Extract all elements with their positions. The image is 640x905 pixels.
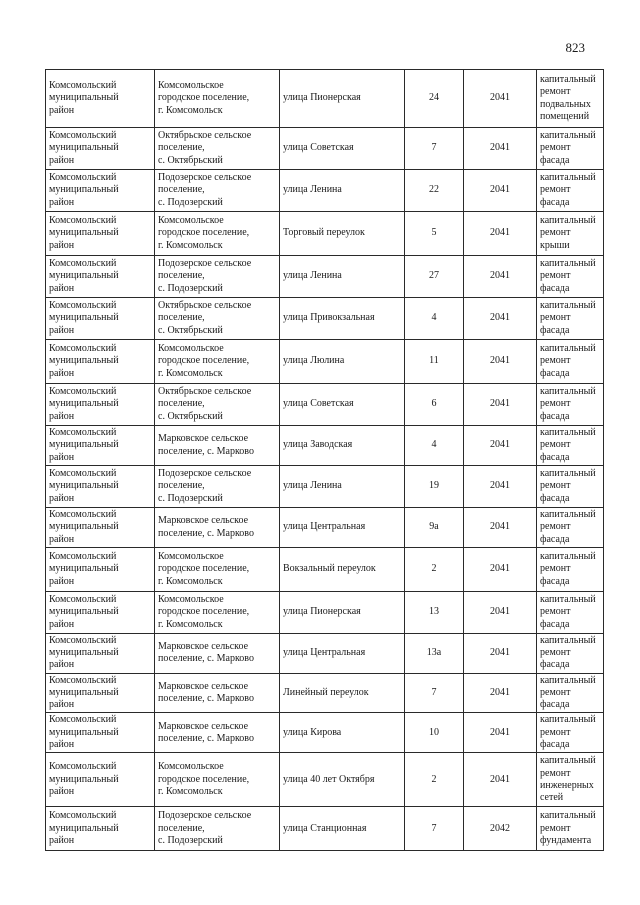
- settlement-cell-text: Марковское сельское поселение, с. Марково: [158, 515, 254, 539]
- house-number-cell-text: 13а: [426, 647, 442, 659]
- work-type-cell-text: капитальный ремонт фасада: [540, 172, 596, 208]
- table-row: [46, 212, 604, 256]
- district-cell: [46, 673, 155, 713]
- district-cell: [46, 70, 155, 128]
- district-cell-text: Комсомольский муниципальный район: [49, 635, 119, 671]
- table-row: [46, 384, 604, 426]
- street-cell: [280, 384, 405, 426]
- settlement-cell-text: Марковское сельское поселение, с. Марково: [158, 680, 254, 704]
- work-type-cell-text: капитальный ремонт фасада: [540, 714, 596, 750]
- street-cell: [280, 298, 405, 340]
- year-cell: [464, 634, 537, 674]
- district-cell: [46, 508, 155, 548]
- house-number-cell-text: 7: [431, 822, 437, 834]
- street-cell-text: Линейный переулок: [283, 686, 369, 698]
- house-number-cell-text: 2: [431, 563, 437, 575]
- table-row: [46, 466, 604, 508]
- settlement-cell: [155, 807, 280, 851]
- work-type-cell: [537, 256, 604, 298]
- street-cell-text: улица 40 лет Октября: [283, 773, 375, 785]
- table-row: [46, 70, 604, 128]
- district-cell-text: Комсомольский муниципальный район: [49, 130, 119, 166]
- year-cell-text: 2041: [490, 726, 510, 738]
- work-type-cell: [537, 466, 604, 508]
- year-cell-text: 2041: [490, 312, 510, 324]
- street-cell-text: Вокзальный переулок: [283, 563, 376, 575]
- house-number-cell-text: 7: [431, 142, 437, 154]
- work-type-cell-text: капитальный ремонт фасада: [540, 594, 596, 630]
- district-cell-text: Комсомольский муниципальный район: [49, 594, 119, 630]
- work-type-cell-text: капитальный ремонт фундамента: [540, 810, 596, 846]
- street-cell-text: улица Пионерская: [283, 606, 361, 618]
- district-cell-text: Комсомольский муниципальный район: [49, 172, 119, 208]
- district-cell: [46, 426, 155, 466]
- year-cell: [464, 256, 537, 298]
- street-cell-text: улица Кирова: [283, 726, 342, 738]
- district-cell: [46, 298, 155, 340]
- house-number-cell: [405, 426, 464, 466]
- house-number-cell-text: 24: [429, 92, 439, 104]
- house-number-cell: [405, 753, 464, 807]
- work-type-cell-text: капитальный ремонт фасада: [540, 509, 596, 545]
- work-type-cell: [537, 212, 604, 256]
- district-cell: [46, 256, 155, 298]
- district-cell: [46, 548, 155, 592]
- work-type-cell-text: капитальный ремонт инженерных сетей: [540, 755, 596, 803]
- street-cell: [280, 713, 405, 753]
- year-cell: [464, 340, 537, 384]
- street-cell-text: Торговый переулок: [283, 227, 365, 239]
- district-cell-text: Комсомольский муниципальный район: [49, 714, 119, 750]
- table-row: [46, 713, 604, 753]
- work-type-cell: [537, 634, 604, 674]
- work-type-cell-text: капитальный ремонт фасада: [540, 258, 596, 294]
- year-cell: [464, 807, 537, 851]
- work-type-cell: [537, 807, 604, 851]
- work-type-cell-text: капитальный ремонт крыши: [540, 215, 596, 251]
- district-cell: [46, 212, 155, 256]
- house-number-cell: [405, 508, 464, 548]
- district-cell-text: Комсомольский муниципальный район: [49, 509, 119, 545]
- street-cell: [280, 212, 405, 256]
- district-cell: [46, 753, 155, 807]
- page-number: 823: [565, 40, 585, 55]
- work-type-cell: [537, 592, 604, 634]
- year-cell: [464, 212, 537, 256]
- district-cell-text: Комсомольский муниципальный район: [49, 386, 119, 422]
- work-type-cell: [537, 508, 604, 548]
- district-cell: [46, 466, 155, 508]
- work-type-cell: [537, 713, 604, 753]
- settlement-cell-text: Комсомольское городское поселение, г. Комсомольск: [158, 761, 250, 797]
- year-cell-text: 2041: [490, 398, 510, 410]
- street-cell: [280, 340, 405, 384]
- year-cell-text: 2041: [490, 686, 510, 698]
- table-row: [46, 673, 604, 713]
- house-number-cell-text: 22: [429, 184, 439, 196]
- district-cell-text: Комсомольский муниципальный район: [49, 258, 119, 294]
- year-cell-text: 2042: [490, 822, 510, 834]
- house-number-cell: [405, 298, 464, 340]
- district-cell-text: Комсомольский муниципальный район: [49, 761, 119, 797]
- house-number-cell-text: 5: [431, 227, 437, 239]
- work-type-cell-text: капитальный ремонт фасада: [540, 343, 596, 379]
- street-cell: [280, 548, 405, 592]
- street-cell: [280, 466, 405, 508]
- table-row: [46, 298, 604, 340]
- district-cell: [46, 807, 155, 851]
- settlement-cell-text: Марковское сельское поселение, с. Марково: [158, 641, 254, 665]
- district-cell-text: Комсомольский муниципальный район: [49, 427, 119, 463]
- work-type-cell-text: капитальный ремонт фасада: [540, 468, 596, 504]
- settlement-cell: [155, 592, 280, 634]
- year-cell: [464, 298, 537, 340]
- house-number-cell-text: 9а: [429, 521, 439, 533]
- settlement-cell-text: Октябрьское сельское поселение, с. Октябрьский: [158, 130, 252, 166]
- district-cell: [46, 592, 155, 634]
- district-cell-text: Комсомольский муниципальный район: [49, 674, 119, 711]
- year-cell: [464, 673, 537, 713]
- house-number-cell-text: 4: [431, 312, 437, 324]
- street-cell-text: улица Заводская: [283, 439, 353, 451]
- street-cell-text: улица Пионерская: [283, 92, 361, 104]
- settlement-cell: [155, 713, 280, 753]
- year-cell: [464, 592, 537, 634]
- year-cell: [464, 466, 537, 508]
- district-cell: [46, 340, 155, 384]
- settlement-cell-text: Марковское сельское поселение, с. Марково: [158, 433, 254, 457]
- street-cell-text: улица Советская: [283, 398, 354, 410]
- house-number-cell: [405, 807, 464, 851]
- table-row: [46, 340, 604, 384]
- year-cell: [464, 548, 537, 592]
- street-cell-text: улица Ленина: [283, 270, 342, 282]
- street-cell: [280, 508, 405, 548]
- house-number-cell: [405, 340, 464, 384]
- settlement-cell-text: Комсомольское городское поселение, г. Комсомольск: [158, 215, 250, 251]
- year-cell-text: 2041: [490, 227, 510, 239]
- settlement-cell-text: Подозерское сельское поселение, с. Подозерский: [158, 468, 252, 504]
- settlement-cell: [155, 426, 280, 466]
- house-number-cell: [405, 673, 464, 713]
- year-cell-text: 2041: [490, 480, 510, 492]
- house-number-cell-text: 27: [429, 270, 439, 282]
- settlement-cell: [155, 634, 280, 674]
- house-number-cell-text: 2: [431, 773, 437, 785]
- work-type-cell: [537, 753, 604, 807]
- settlement-cell: [155, 508, 280, 548]
- year-cell-text: 2041: [490, 773, 510, 785]
- house-number-cell: [405, 548, 464, 592]
- street-cell-text: улица Центральная: [283, 647, 366, 659]
- street-cell: [280, 753, 405, 807]
- year-cell: [464, 508, 537, 548]
- year-cell-text: 2041: [490, 647, 510, 659]
- work-type-cell: [537, 673, 604, 713]
- district-cell-text: Комсомольский муниципальный район: [49, 468, 119, 504]
- settlement-cell: [155, 466, 280, 508]
- street-cell-text: улица Привокзальная: [283, 312, 375, 324]
- street-cell: [280, 70, 405, 128]
- settlement-cell-text: Комсомольское городское поселение, г. Комсомольск: [158, 594, 250, 630]
- house-number-cell: [405, 592, 464, 634]
- house-number-cell-text: 6: [431, 398, 437, 410]
- year-cell-text: 2041: [490, 184, 510, 196]
- house-number-cell: [405, 634, 464, 674]
- street-cell: [280, 426, 405, 466]
- year-cell-text: 2041: [490, 606, 510, 618]
- settlement-cell: [155, 753, 280, 807]
- house-number-cell: [405, 70, 464, 128]
- settlement-cell: [155, 212, 280, 256]
- house-number-cell: [405, 713, 464, 753]
- settlement-cell: [155, 170, 280, 212]
- year-cell-text: 2041: [490, 270, 510, 282]
- settlement-cell: [155, 673, 280, 713]
- street-cell-text: улица Люлина: [283, 355, 345, 367]
- house-number-cell-text: 7: [431, 686, 437, 698]
- district-cell: [46, 634, 155, 674]
- house-number-cell-text: 13: [429, 606, 439, 618]
- street-cell: [280, 807, 405, 851]
- year-cell-text: 2041: [490, 142, 510, 154]
- house-number-cell-text: 19: [429, 480, 439, 492]
- table-row: [46, 592, 604, 634]
- street-cell-text: улица Советская: [283, 142, 354, 154]
- settlement-cell-text: Марковское сельское поселение, с. Марково: [158, 720, 254, 744]
- district-cell-text: Комсомольский муниципальный район: [49, 343, 119, 379]
- settlement-cell-text: Октябрьское сельское поселение, с. Октябрьский: [158, 300, 252, 336]
- work-type-cell-text: капитальный ремонт фасада: [540, 386, 596, 422]
- district-cell: [46, 384, 155, 426]
- settlement-cell-text: Подозерское сельское поселение, с. Подозерский: [158, 258, 252, 294]
- settlement-cell: [155, 340, 280, 384]
- table-row: [46, 634, 604, 674]
- work-type-cell: [537, 298, 604, 340]
- street-cell: [280, 256, 405, 298]
- settlement-cell-text: Подозерское сельское поселение, с. Подозерский: [158, 172, 252, 208]
- year-cell: [464, 170, 537, 212]
- table-row: [46, 753, 604, 807]
- house-number-cell: [405, 128, 464, 170]
- table-row: [46, 508, 604, 548]
- district-cell-text: Комсомольский муниципальный район: [49, 215, 119, 251]
- district-cell-text: Комсомольский муниципальный район: [49, 300, 119, 336]
- work-type-cell: [537, 426, 604, 466]
- table-row: [46, 256, 604, 298]
- house-number-cell: [405, 466, 464, 508]
- street-cell: [280, 634, 405, 674]
- settlement-cell-text: Комсомольское городское поселение, г. Комсомольск: [158, 551, 250, 587]
- street-cell: [280, 592, 405, 634]
- house-number-cell-text: 11: [429, 355, 439, 367]
- year-cell-text: 2041: [490, 355, 510, 367]
- district-cell: [46, 170, 155, 212]
- street-cell: [280, 128, 405, 170]
- district-cell-text: Комсомольский муниципальный район: [49, 80, 119, 116]
- year-cell: [464, 753, 537, 807]
- house-number-cell: [405, 212, 464, 256]
- work-type-cell-text: капитальный ремонт фасада: [540, 300, 596, 336]
- house-number-cell: [405, 384, 464, 426]
- settlement-cell: [155, 128, 280, 170]
- settlement-cell: [155, 70, 280, 128]
- work-type-cell-text: капитальный ремонт подвальных помещений: [540, 74, 596, 122]
- district-cell-text: Комсомольский муниципальный район: [49, 810, 119, 846]
- year-cell-text: 2041: [490, 563, 510, 575]
- work-type-cell-text: капитальный ремонт фасада: [540, 551, 596, 587]
- year-cell: [464, 384, 537, 426]
- house-number-cell-text: 4: [431, 439, 437, 451]
- district-cell: [46, 128, 155, 170]
- settlement-cell: [155, 256, 280, 298]
- work-type-cell-text: капитальный ремонт фасада: [540, 674, 596, 711]
- settlement-cell-text: Октябрьское сельское поселение, с. Октябрьский: [158, 386, 252, 422]
- year-cell-text: 2041: [490, 439, 510, 451]
- settlement-cell-text: Комсомольское городское поселение, г. Комсомольск: [158, 80, 250, 116]
- year-cell: [464, 128, 537, 170]
- street-cell: [280, 673, 405, 713]
- work-type-cell: [537, 128, 604, 170]
- table-body: [46, 70, 604, 851]
- house-number-cell: [405, 256, 464, 298]
- district-cell-text: Комсомольский муниципальный район: [49, 551, 119, 587]
- housing-repair-table: [45, 69, 604, 851]
- street-cell-text: улица Центральная: [283, 521, 366, 533]
- year-cell: [464, 70, 537, 128]
- work-type-cell: [537, 70, 604, 128]
- settlement-cell: [155, 548, 280, 592]
- district-cell: [46, 713, 155, 753]
- work-type-cell-text: капитальный ремонт фасада: [540, 130, 596, 166]
- work-type-cell-text: капитальный ремонт фасада: [540, 427, 596, 463]
- work-type-cell-text: капитальный ремонт фасада: [540, 635, 596, 671]
- work-type-cell: [537, 548, 604, 592]
- settlement-cell: [155, 384, 280, 426]
- year-cell-text: 2041: [490, 92, 510, 104]
- year-cell: [464, 426, 537, 466]
- table-row: [46, 548, 604, 592]
- street-cell-text: улица Станционная: [283, 822, 367, 834]
- table-row: [46, 128, 604, 170]
- work-type-cell: [537, 170, 604, 212]
- house-number-cell-text: 10: [429, 726, 439, 738]
- table-row: [46, 807, 604, 851]
- street-cell-text: улица Ленина: [283, 184, 342, 196]
- work-type-cell: [537, 340, 604, 384]
- year-cell-text: 2041: [490, 521, 510, 533]
- street-cell: [280, 170, 405, 212]
- work-type-cell: [537, 384, 604, 426]
- table-row: [46, 170, 604, 212]
- settlement-cell-text: Комсомольское городское поселение, г. Комсомольск: [158, 343, 250, 379]
- street-cell-text: улица Ленина: [283, 480, 342, 492]
- house-number-cell: [405, 170, 464, 212]
- table-row: [46, 426, 604, 466]
- year-cell: [464, 713, 537, 753]
- settlement-cell-text: Подозерское сельское поселение, с. Подозерский: [158, 810, 252, 846]
- settlement-cell: [155, 298, 280, 340]
